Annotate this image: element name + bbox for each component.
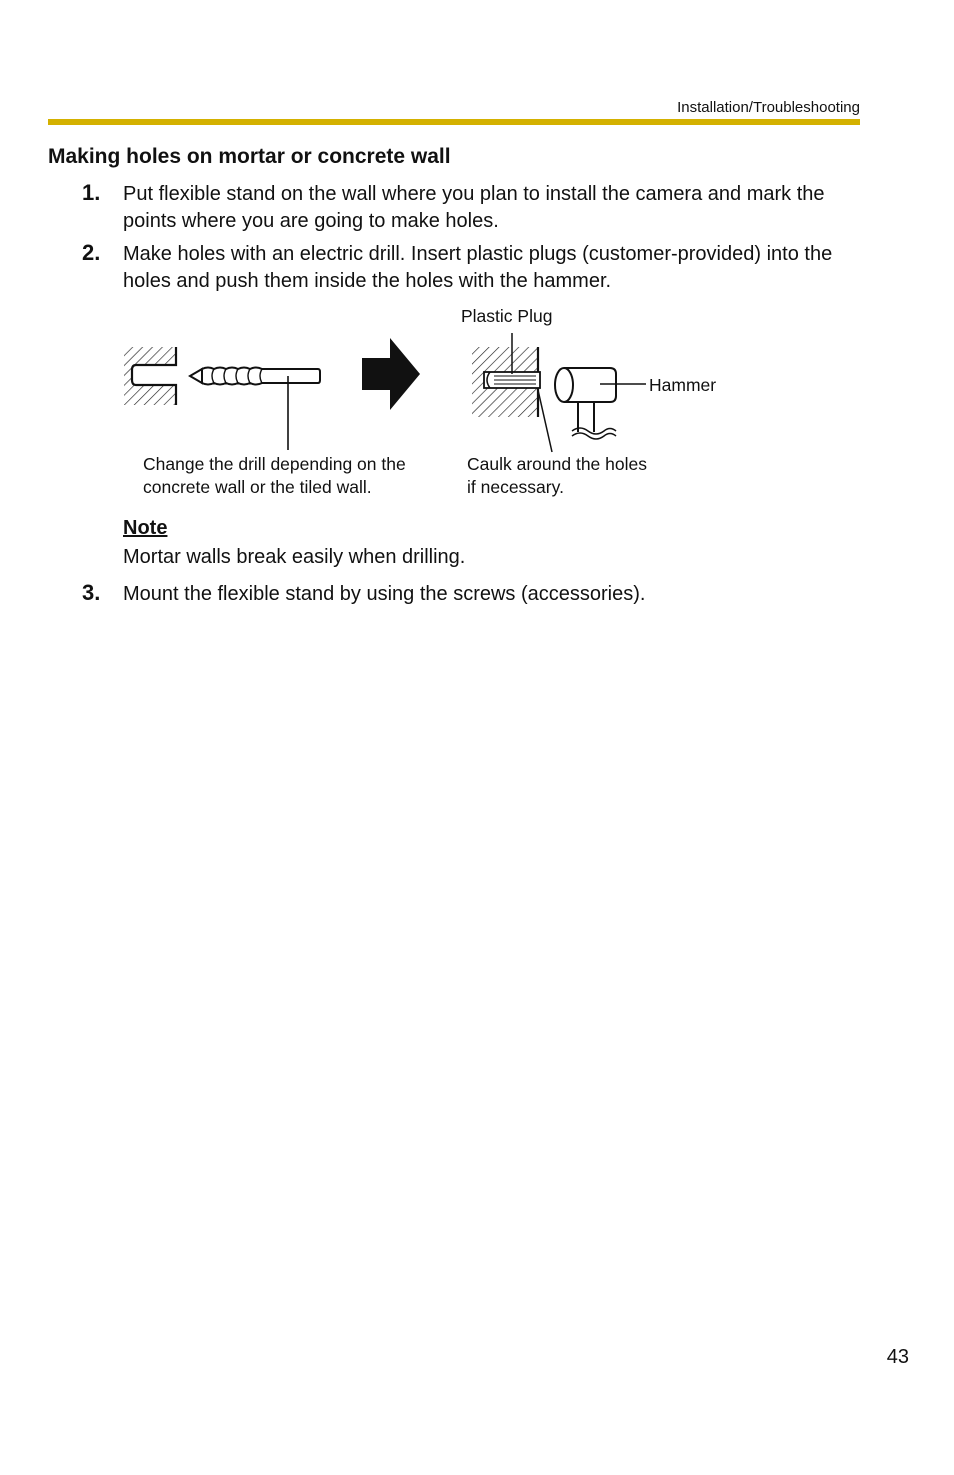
drill-label-line1: Change the drill depending on the	[143, 454, 406, 474]
plastic-plug-label: Plastic Plug	[461, 306, 553, 326]
page-number: 43	[886, 1346, 909, 1368]
step-2-number: 2.	[82, 240, 101, 265]
note-heading: Note	[123, 517, 168, 539]
caulk-label-line1: Caulk around the holes	[467, 454, 647, 474]
drill-bit	[190, 368, 320, 451]
step-2-text: Make holes with an electric drill. Insert plastic plugs (customer-provided) into the holes and push them inside the holes with the hammer.	[123, 243, 833, 292]
step-1-number: 1.	[82, 180, 101, 205]
hammer-icon	[555, 368, 646, 439]
step-1-text: Put flexible stand on the wall where you plan to install the camera and mark the points where you are going to make holes.	[123, 183, 825, 232]
step-3-text: Mount the flexible stand by using the screws (accessories).	[123, 583, 646, 605]
hammer-label: Hammer	[649, 375, 717, 395]
wall-with-hole	[124, 347, 176, 405]
drilling-figure	[110, 300, 750, 510]
step-3-number: 3.	[82, 580, 101, 605]
header-rule	[48, 119, 860, 125]
caulk-label-line2: if necessary.	[467, 477, 564, 497]
arrow-icon	[362, 338, 420, 410]
page-title: Making holes on mortar or concrete wall	[48, 145, 451, 168]
wall-with-plug	[472, 333, 552, 452]
note-text: Mortar walls break easily when drilling.	[123, 546, 466, 568]
section-label: Installation/Troubleshooting	[677, 99, 860, 116]
drill-label-line2: concrete wall or the tiled wall.	[143, 477, 372, 497]
